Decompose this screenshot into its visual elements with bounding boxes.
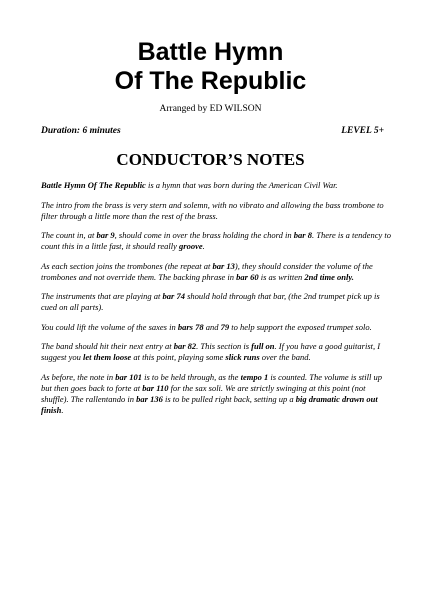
emphasized-text: groove — [179, 241, 203, 251]
paragraph-text: The count in, at — [41, 230, 97, 240]
paragraph-text: is as written — [258, 271, 305, 282]
notes-paragraph — [41, 261, 393, 283]
title-line-2: Of The Republic — [114, 67, 307, 95]
paragraph-text: should hold through that bar, (the 2nd trumpet pick up is cued on all parts). — [41, 291, 380, 312]
paragraph-text: ), they should consider the volume of the trombones and not override them. The backing phrase in — [41, 260, 373, 282]
title-line-1: Battle Hymn — [137, 38, 284, 66]
paragraph-text: The instruments that are playing at — [41, 291, 163, 301]
paragraph-text: . If you have a good guitarist, I suggest you — [41, 341, 381, 362]
emphasized-text: bar 74 — [162, 291, 185, 301]
notes-paragraph — [41, 341, 393, 363]
emphasized-text: let them loose — [83, 352, 132, 362]
paragraph-text: to help support the exposed trumpet solo. — [229, 321, 372, 332]
notes-paragraph — [41, 230, 393, 252]
paragraph-text: You could lift the volume of the saxes in — [41, 321, 178, 332]
emphasized-text: bar 13 — [212, 260, 235, 271]
conductor-notes-body — [41, 180, 393, 424]
section-heading: CONDUCTOR’S NOTES — [116, 150, 305, 169]
paragraph-text: The intro from the brass is very stern and solemn, with no vibrato and allowing the bass trombone to filter through a little more than the rest of the brass. — [41, 199, 384, 221]
paragraph-text: is to be pulled right back, setting up a — [162, 393, 296, 404]
emphasized-text: bar 60 — [236, 271, 259, 282]
notes-paragraph — [41, 200, 393, 222]
paragraph-text: and — [203, 321, 221, 332]
notes-paragraph — [41, 372, 393, 416]
paragraph-text: is to be held through, as the — [141, 371, 241, 382]
emphasized-text: bar 82 — [173, 341, 197, 351]
emphasized-text: big dramatic drawn out finish — [41, 393, 378, 415]
emphasized-text: 79 — [220, 321, 230, 332]
paragraph-text: As each section joins the trombones (the repeat at — [41, 260, 213, 271]
emphasized-text: bar 110 — [142, 382, 169, 393]
paragraph-text: . This section is — [196, 341, 252, 351]
notes-paragraph — [41, 291, 393, 313]
paragraph-text: . — [61, 404, 64, 415]
duration-label: Duration: 6 minutes — [41, 126, 121, 136]
paragraph-text: at this point, playing some — [131, 352, 226, 362]
paragraph-text: . — [202, 241, 205, 251]
paragraph-text: As before, the note in — [41, 371, 116, 382]
emphasized-text: bar 101 — [115, 371, 142, 382]
paragraph-text: , should come in over the brass holding the chord in — [114, 230, 294, 240]
emphasized-text: bar 8 — [293, 230, 312, 240]
emphasized-text: bar 136 — [136, 393, 163, 404]
notes-paragraph — [41, 322, 393, 333]
paragraph-text: is a hymn that was born during the American Civil War. — [145, 180, 338, 190]
paragraph-text: . There is a tendency to count this in a little fast, it should really — [41, 230, 391, 251]
emphasized-text: full on — [251, 341, 275, 351]
emphasized-text: bars 78 — [177, 321, 204, 332]
emphasized-text: slick runs — [225, 352, 260, 362]
emphasized-text: bar 9 — [96, 230, 115, 240]
paragraph-text: is counted. The volume is still up but then goes back to forte at — [41, 371, 382, 393]
emphasized-text: 2nd time only. — [304, 271, 354, 282]
arranger-credit: Arranged by ED WILSON — [159, 104, 262, 114]
level-label: LEVEL 5+ — [341, 126, 384, 136]
emphasized-text: Battle Hymn Of The Republic — [41, 180, 146, 190]
paragraph-text: over the band. — [259, 352, 311, 362]
paragraph-text: for the sax soli. We are strictly swinging at this point (not shuffle). The rallentando in — [41, 382, 366, 404]
emphasized-text: tempo 1 — [240, 371, 269, 382]
notes-paragraph — [41, 180, 393, 191]
paragraph-text: The band should hit their next entry at — [41, 341, 174, 351]
